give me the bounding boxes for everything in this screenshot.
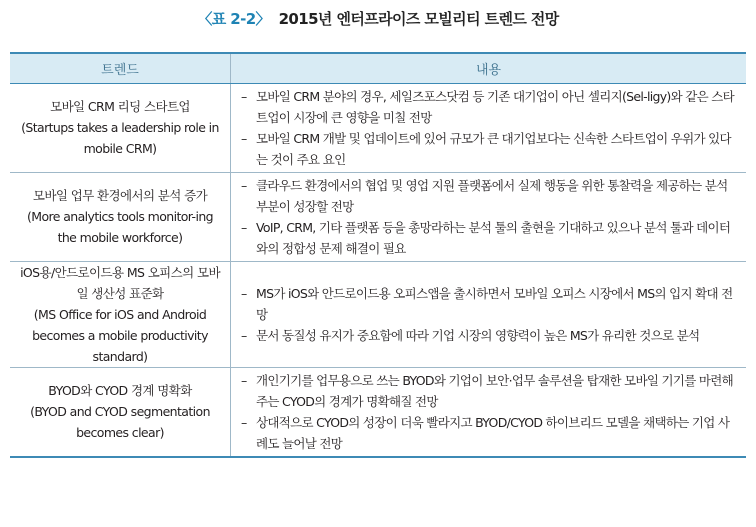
bullet-dash: – <box>241 327 247 343</box>
trend-name-ko: BYOD와 CYOD 경계 명확화 <box>48 383 192 398</box>
trend-cell <box>10 367 231 457</box>
bullet-text: 클라우드 환경에서의 협업 및 영업 지원 플랫폼에서 실제 행동을 위한 통찰력을 제공하는 분석 부분이 성장할 전망 <box>256 177 728 214</box>
trend-name-en: (More analytics tools monitor-ing the mobile workforce) <box>27 209 213 245</box>
header-content: 내용 <box>231 53 747 83</box>
content-bullet <box>241 128 738 170</box>
bullet-text: VoIP, CRM, 기타 플랫폼 등을 총망라하는 분석 툴의 출현을 기대하고 있으나 분석 툴과 데이터와의 정합성 문제 해결이 필요 <box>256 219 731 256</box>
trend-name-en: (BYOD and CYOD segmentation becomes clear) <box>30 404 210 440</box>
bullet-dash: – <box>241 177 247 193</box>
table-row <box>10 367 746 457</box>
trend-table <box>10 52 746 458</box>
table-row <box>10 261 746 367</box>
trend-cell <box>10 261 231 367</box>
table-row <box>10 83 746 172</box>
trend-name-ko: iOS용/안드로이드용 MS 오피스의 모바일 생산성 표준화 <box>20 264 220 301</box>
bullet-dash: – <box>241 219 247 235</box>
header-trend: 트렌드 <box>10 53 231 83</box>
content-bullet <box>241 370 738 412</box>
table-title <box>0 8 756 29</box>
bullet-dash: – <box>241 285 247 301</box>
content-bullet <box>241 175 738 217</box>
bullet-dash: – <box>241 414 247 430</box>
content-bullet <box>241 86 738 128</box>
content-cell <box>231 172 747 261</box>
trend-name-ko: 모바일 업무 환경에서의 분석 증가 <box>32 188 208 203</box>
content-bullet <box>241 217 738 259</box>
content-cell <box>231 261 747 367</box>
trend-name-en: (Startups takes a leadership role in mobile CRM) <box>21 120 219 156</box>
table-header-row <box>10 53 746 83</box>
bullet-text: 개인기기를 업무용으로 쓰는 BYOD와 기업이 보안·업무 솔루션을 탑재한 모바일 기기를 마련해주는 CYOD의 경계가 명확해질 전망 <box>256 372 734 409</box>
bullet-text: MS가 iOS와 안드로이드용 오피스앱을 출시하면서 모바일 오피스 시장에서 MS의 입지 확대 전망 <box>256 285 733 322</box>
trend-cell <box>10 83 231 172</box>
bullet-text: 모바일 CRM 개발 및 업데이트에 있어 규모가 큰 대기업보다는 신속한 스타트업이 우위가 있다는 것이 주요 요인 <box>256 130 731 167</box>
bullet-text: 모바일 CRM 분야의 경우, 세일즈포스닷컴 등 기존 대기업이 아닌 셀리지(Sel-ligy)와 같은 스타트업이 시장에 큰 영향을 미칠 전망 <box>256 88 735 125</box>
table-number: 〈표 2-2〉 <box>197 10 270 28</box>
table-row <box>10 172 746 261</box>
bullet-dash: – <box>241 130 247 146</box>
bullet-dash: – <box>241 88 247 104</box>
bullet-text: 문서 동질성 유지가 중요함에 따라 기업 시장의 영향력이 높은 MS가 유리한 것으로 분석 <box>256 327 700 343</box>
trend-name-ko: 모바일 CRM 리딩 스타트업 <box>50 99 190 114</box>
table-body <box>10 83 746 457</box>
bullet-text: 상대적으로 CYOD의 성장이 더욱 빨라지고 BYOD/CYOD 하이브리드 모델을 채택하는 기업 사례도 늘어날 전망 <box>256 414 730 451</box>
trend-cell <box>10 172 231 261</box>
bullet-dash: – <box>241 372 247 388</box>
content-cell <box>231 83 747 172</box>
content-bullet <box>241 283 738 325</box>
trend-name-en: (MS Office for iOS and Android becomes a mobile productivity standard) <box>32 306 208 364</box>
content-cell <box>231 367 747 457</box>
content-bullet <box>241 325 738 346</box>
table-title-text: 2015년 엔터프라이즈 모빌리티 트렌드 전망 <box>278 10 559 28</box>
content-bullet <box>241 412 738 454</box>
